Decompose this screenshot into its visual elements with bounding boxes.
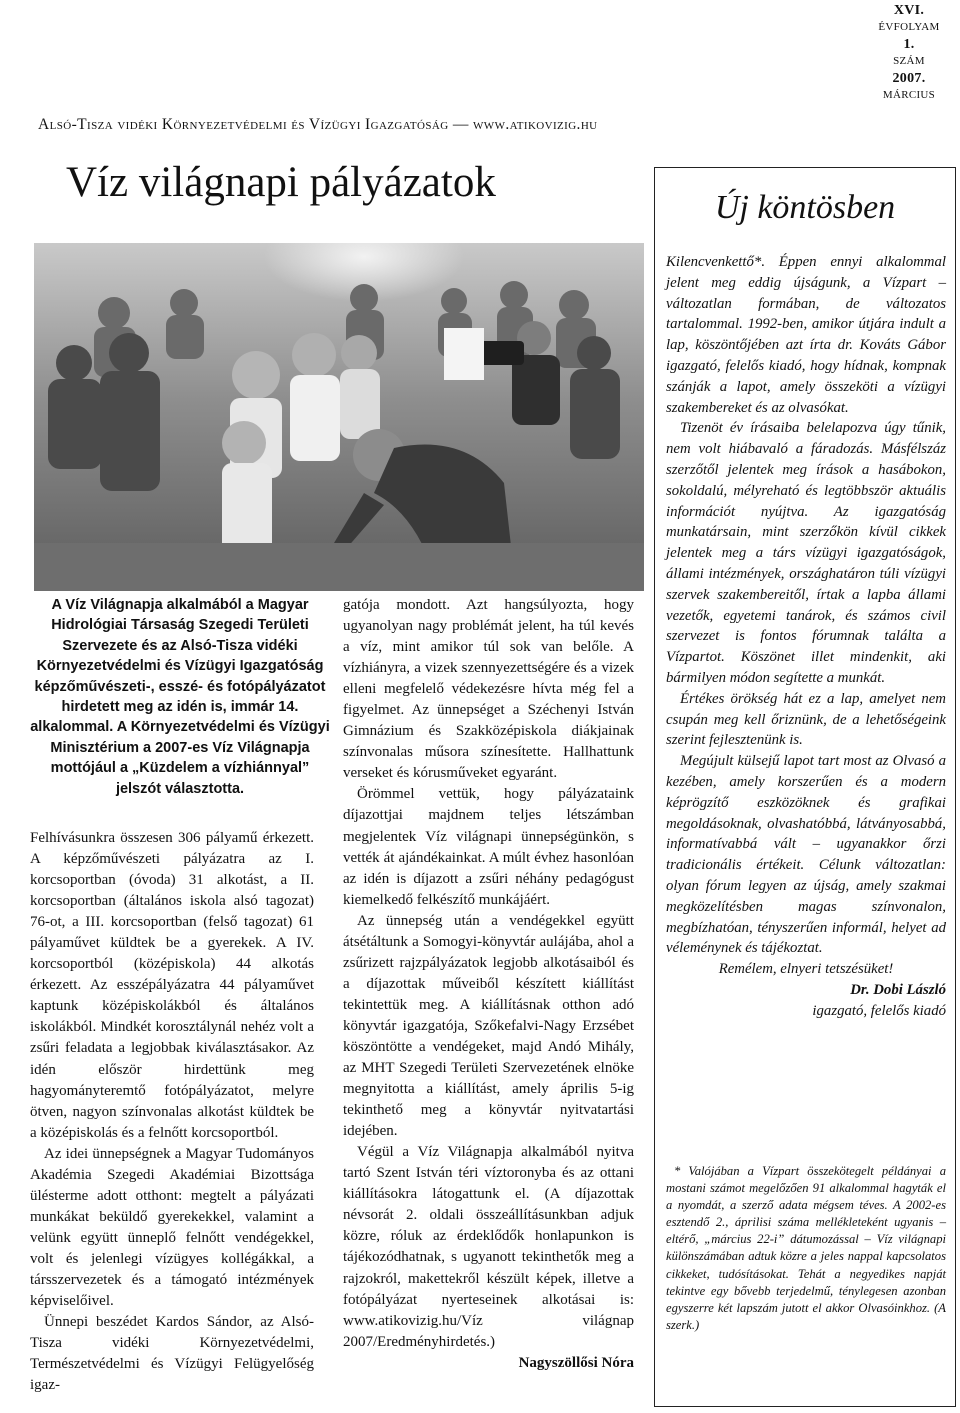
article-paragraph: Az idei ünnepségnek a Magyar Tudományos Akadémia Szegedi Akadémiai Bizottsága ülésterme adott otthont: megtelt a pályázati munkákat beküldő gyerekekkel, valamint a velünk együtt ünneplő felnőtt vendégekkel, volt és jelenlegi vízügyes kollégákkal, a társszervezetek és a támogató intézmények képviselőivel. <box>30 1145 314 1310</box>
article-column-2 <box>343 595 634 1374</box>
issue-number-label: SZÁM <box>893 55 925 67</box>
article-column-1 <box>30 828 314 1396</box>
editorial-author: Dr. Dobi László <box>850 981 946 998</box>
editorial-paragraph: Megújult külsejű lapot tart most az Olvasó a kezében, amely korszerűen és a modern képrögzítő eszközöknek és grafikai megoldásoknak, olvashatóbbá, látványosabbá, informatívabbá vált – ugyanakkor őrzi tradicionális értékeit. Célunk változatlan: olyan fórum legyen az újság, amely szakmai megközelítésben magas színvonalon, megbízhatóan, tényszerűen informál, helyet ad véleménynek és tájékoztat. <box>666 753 946 957</box>
issue-volume-label: ÉVFOLYAM <box>878 21 940 33</box>
lead-paragraph: A Víz Világnapja alkalmából a Magyar Hidrológiai Társaság Szegedi Területi Szervezete és az Alsó-Tisza vidéki Környezetvédelmi és Vízügyi Igazgatóság képzőművészeti-, esszé- és fotópályázatot hirdetett meg az idén is, immár 14. alkalommal. A Környezetvédelmi és Vízügyi Minisztérium a 2007-es Víz Világnapja mottójául a „Küzdelem a vízhiánnyal” jelszót választotta. <box>30 597 330 797</box>
editorial-title: Új köntösben <box>714 189 896 226</box>
editorial-paragraph: Értékes örökség hát ez a lap, amelyet nem csupán meg kell őriznünk, de a lehetőségeink szerint fejlesztenünk is. <box>666 690 946 749</box>
issue-number: 1. <box>903 37 915 52</box>
article-paragraph: gatója mondott. Azt hangsúlyozta, hogy ugyanolyan nagy problémát jelent, ha túl kevés a víz, mint amikor túl sok van belőle. A vízhiányra, a vizek szennyezettségére és a vizek elleni megfelelő védekezésre hívta még fel a figyelmet. Az ünnepséget a Széchenyi István Gimnázium és Szakközépiskola diákjainak színvonalas műsora színesítette. Hallhattunk verseket és kórusműveket egyaránt. <box>343 597 634 782</box>
article-paragraph: Végül a Víz Világnapja alkalmából nyitva tartó Szent István téri víztoronyba és az ottani kiállításokra látogattunk el. (A díjazottak névsorát 2. oldali összeállításunkban adjuk közre, róluk az érdeklődők honlapunkon is tájékozódhatnak, s ugyanott tekinthetők meg a rajzokról, makettekről készült képek, illetve a fotópályázat nyerteseinek alkotásai is: www.atikovizig.hu/Víz világnap 2007/Eredményhirdetés.) <box>343 1144 634 1350</box>
article-paragraph: Az ünnepség után a vendégekkel együtt átsétáltunk a Somogyi-könyvtár aulájába, ahol a zsűrizett rajzpályázatok legjobb alkotásaiból és a díjazottak műveiből készített kiállítást tekintettük meg. A kiállításnak otthon adó könyvtár igazgatója, Szőkefalvi-Nagy Erzsébet köszöntötte a vendégeket, majd Andó Mihály, az MHT Szegedi Területi Szervezetének elnöke megnyitotta a kiállítást, amely április 5-ig tekinthető meg a könyvtár nyitvatartási idejében. <box>343 912 634 1140</box>
article-paragraph: Felhívásunkra összesen 306 pályamű érkezett. A képzőművészeti pályázatra az I. korcsoportban (óvoda) 31 alkotást, a II. korcsoportban (általános iskola alsó tagozat) 76-ot, a III. korcsoportban (felső tagozat) 61 pályaművet küldtek be a gyerekek. A IV. korcsoportból (középiskola) 44 alkotás érkezett. Az esszépályázatra 44 pályaművet kaptunk középiskolákból és általános iskolákból. Mindkét korosztálynál nehéz volt a zsűri feladata a legjobbak kiválasztásakor. Az idén először hirdettünk meg hagyományteremtő fotópályázatot, melyre ötven, nagyon színvonalas alkotást küldtek be a középiskolás és a felnőtt korcsoportból. <box>30 830 314 1141</box>
editorial-paragraph: Tizenöt év írásaiba belelapozva úgy tűnik, nem volt hiábavaló a fáradozás. Másfélszáz szerzőtől jelentek meg írások a hasábokon, sokoldalú, mélyreható és legtöbbször aktuális információt nyújtva. Az igazgatóság munkatársain, mint szerzőkön kívül cikkek jelentek meg a társ vízügyi igazgatóságok, állami intézmények, országhatáron túli vízügyi szervek szakembereitől, írtak a lapba állami vezetők, egyetemi tanárok, és számos civil szervezet is fontos fórumnak találta a Vízpartot. Köszönet illet mindenkit, aki bármilyen módon segítette a munkát. <box>666 420 946 686</box>
article-paragraph: Örömmel vettük, hogy pályázataink díjazottjai majdnem teljes létszámban megjelentek Víz világnapi ünnepségünkön, s vették át ajándékainkat. A múlt évhez hasonlóan az idén is díjazott a zsűri néhány pedagógust kiemelkedő felkészítő munkájáért. <box>343 786 634 908</box>
photo-award-ceremony <box>34 243 644 591</box>
issue-info <box>864 2 954 104</box>
issue-volume: XVI. <box>893 3 925 18</box>
editorial-author-title: igazgató, felelős kiadó <box>812 1002 946 1019</box>
issue-year: 2007. <box>892 71 926 86</box>
editorial-paragraph: Kilencvenkettő*. Éppen ennyi alkalommal jelent meg eddig újságunk, a Vízpart – változatlan formában, de változatos tartalommal. 1992-ben, amikor útjára indult a lap, köszöntőjében azt írta dr. Kováts Gábor igazgató, felelős kiadó, hogy hídnak, kompnak szánják a lapot, amely összeköti a vízügyi szakembereket és az olvasókat. <box>666 254 946 416</box>
page-title: Víz világnapi pályázatok <box>66 159 496 206</box>
article-author: Nagyszöllősi Nóra <box>518 1354 634 1371</box>
editorial-column <box>666 252 946 1021</box>
editorial-closing: Remélem, elnyeri tetszésüket! <box>718 961 894 978</box>
photo-award-ceremony-icon <box>34 243 644 591</box>
article-paragraph: Ünnepi beszédet Kardos Sándor, az Alsó-Tisza vidéki Környezetvédelmi, Természetvédelmi és Vízügyi Felügyelőség igaz- <box>30 1314 314 1394</box>
issue-month: MÁRCIUS <box>882 89 936 101</box>
footnote-text: * Valójában a Vízpart összekötegelt példányai a mostani számot megelőzően 91 alkalommal hagyták el a nyomdát, a szerző adata mégsem téves. A 2002-es esztendő 2., áprilisi száma mellékleteként ugyanis – eltérő, „március 22-i” dátumozással – Víz világnapi különszámában adtuk közre a jeles nappal kapcsolatos cikkeket, tudósításokat. Tehát a negyedikes napját tekintve egy bővebb terjedelmű, ténylegesen azonban egyszerre két lapszám jutott el akkor Olvasóinkhoz. (A szerk.) <box>666 1164 946 1332</box>
editorial-footnote <box>666 1163 946 1334</box>
masthead: Alsó-Tisza vidéki Környezetvédelmi és Vízügyi Igazgatóság — www.atikovizig.hu <box>38 116 598 133</box>
